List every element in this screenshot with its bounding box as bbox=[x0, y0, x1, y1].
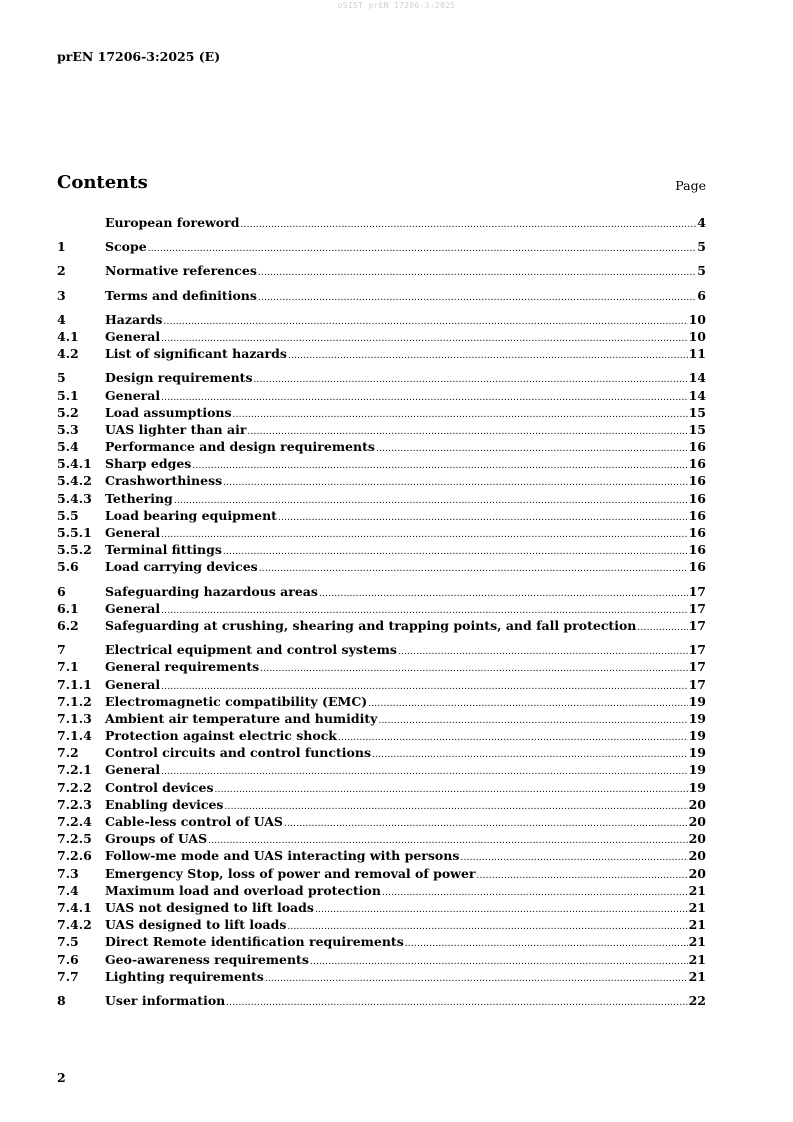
toc-group bbox=[57, 288, 706, 305]
toc-entry-number: 3 bbox=[57, 287, 66, 303]
toc-entry-number: 7.2.5 bbox=[57, 831, 92, 847]
toc-entry[interactable] bbox=[57, 883, 706, 900]
toc-entry[interactable] bbox=[57, 601, 706, 618]
toc-entry[interactable] bbox=[57, 866, 706, 883]
toc-entry-number: 7.1 bbox=[57, 659, 79, 675]
toc-entry-number: 7.2 bbox=[57, 745, 79, 761]
dot-leader bbox=[240, 220, 696, 230]
toc-entry-page[interactable]: 17 bbox=[688, 659, 706, 675]
toc-entry-title[interactable]: Lighting requirements bbox=[105, 968, 264, 984]
toc-entry-page[interactable]: 19 bbox=[688, 745, 706, 761]
toc-entry-number: 8 bbox=[57, 992, 66, 1008]
toc-entry-title[interactable]: Load assumptions bbox=[105, 404, 232, 420]
toc-entry[interactable] bbox=[57, 288, 706, 305]
toc-entry[interactable] bbox=[57, 969, 706, 986]
toc-entry[interactable] bbox=[57, 329, 706, 346]
dot-leader bbox=[247, 427, 687, 437]
page-number: 2 bbox=[57, 1070, 66, 1085]
toc-entry-page[interactable]: 15 bbox=[688, 404, 706, 420]
dot-leader bbox=[260, 664, 687, 674]
toc-entry[interactable] bbox=[57, 762, 706, 779]
toc-entry-page[interactable]: 21 bbox=[688, 917, 706, 933]
toc-entry-title[interactable]: Crashworthiness bbox=[105, 473, 223, 489]
toc-entry-title[interactable]: Load carrying devices bbox=[105, 559, 258, 575]
dot-leader bbox=[338, 733, 688, 743]
document-id: prEN 17206-3:2025 (E) bbox=[57, 49, 221, 64]
toc-entry-title[interactable]: Load bearing equipment bbox=[105, 507, 277, 523]
toc-entry-title[interactable]: General bbox=[105, 762, 161, 778]
page-column-label: Page bbox=[675, 178, 706, 193]
toc-entry[interactable] bbox=[57, 263, 706, 280]
toc-entry-page[interactable]: 19 bbox=[688, 779, 706, 795]
toc-entry-page[interactable]: 16 bbox=[688, 490, 706, 506]
toc-entry-page[interactable]: 16 bbox=[688, 542, 706, 558]
toc-entry-title[interactable]: Performance and design requirements bbox=[105, 439, 375, 455]
toc-entry-title[interactable]: Cable-less control of UAS bbox=[105, 814, 283, 829]
toc-entry[interactable] bbox=[57, 456, 706, 473]
toc-entry[interactable] bbox=[57, 780, 706, 797]
toc-entry-page[interactable]: 16 bbox=[688, 507, 706, 523]
toc-entry-title[interactable]: Direct Remote identification requirements bbox=[105, 934, 404, 950]
toc-entry-number: 7.1.4 bbox=[57, 728, 92, 744]
toc-entry-number: 5.5.1 bbox=[57, 525, 92, 540]
toc-entry-number: 5.1 bbox=[57, 387, 79, 403]
toc-group bbox=[57, 584, 706, 636]
toc-entry-title[interactable]: Protection against electric shock bbox=[105, 728, 337, 744]
dot-leader bbox=[382, 888, 688, 898]
toc-entry[interactable] bbox=[57, 934, 706, 951]
dot-leader bbox=[214, 785, 687, 795]
toc-entry-title[interactable]: UAS lighter than air bbox=[105, 421, 247, 437]
toc-entry-title[interactable]: Sharp edges bbox=[105, 456, 192, 472]
toc-entry-title[interactable]: Enabling devices bbox=[105, 796, 224, 812]
toc-entry-title[interactable]: Scope bbox=[105, 239, 147, 255]
toc-entry-number: 5.6 bbox=[57, 559, 79, 575]
toc-entry-title[interactable]: General requirements bbox=[105, 659, 260, 675]
dot-leader bbox=[278, 513, 688, 523]
toc-entry-page[interactable]: 21 bbox=[688, 934, 706, 950]
dot-leader bbox=[223, 478, 687, 488]
toc-entry-title[interactable]: Groups of UAS bbox=[105, 831, 208, 847]
toc-entry[interactable] bbox=[57, 993, 706, 1010]
toc-entry-number: 7 bbox=[57, 642, 66, 658]
toc-entry-page[interactable]: 16 bbox=[688, 525, 706, 540]
toc-entry-title[interactable]: Geo-awareness requirements bbox=[105, 951, 309, 967]
toc-entry[interactable] bbox=[57, 239, 706, 256]
toc-entry[interactable] bbox=[57, 422, 706, 439]
toc-entry-page[interactable]: 17 bbox=[688, 642, 706, 658]
toc-entry-title[interactable]: Control circuits and control functions bbox=[105, 745, 371, 761]
toc-entry-title[interactable]: Electromagnetic compatibility (EMC) bbox=[105, 693, 368, 709]
toc-entry-number: 5.2 bbox=[57, 404, 79, 420]
dot-leader bbox=[310, 957, 688, 967]
toc-entry[interactable] bbox=[57, 542, 706, 559]
toc-entry[interactable] bbox=[57, 559, 706, 576]
table-of-contents bbox=[57, 215, 706, 1017]
toc-entry-number: 5.4.3 bbox=[57, 490, 92, 506]
toc-group bbox=[57, 370, 706, 576]
toc-entry[interactable] bbox=[57, 388, 706, 405]
toc-group bbox=[57, 239, 706, 256]
dot-leader bbox=[405, 939, 688, 949]
toc-entry-title[interactable]: Tethering bbox=[105, 490, 173, 506]
toc-entry-title[interactable]: European foreword bbox=[105, 215, 240, 230]
toc-entry[interactable] bbox=[57, 508, 706, 525]
toc-entry-title[interactable]: Control devices bbox=[105, 779, 214, 795]
toc-entry[interactable] bbox=[57, 473, 706, 490]
contents-heading: Contents bbox=[57, 172, 148, 193]
toc-entry-page[interactable]: 16 bbox=[688, 473, 706, 489]
toc-entry-number: 7.1.1 bbox=[57, 676, 92, 692]
dot-leader bbox=[265, 974, 688, 984]
toc-entry-title[interactable]: Ambient air temperature and humidity bbox=[105, 710, 378, 726]
dot-leader bbox=[319, 589, 688, 599]
toc-entry-page[interactable]: 17 bbox=[688, 600, 706, 616]
toc-entry-page[interactable]: 21 bbox=[688, 899, 706, 915]
watermark: oSIST prEN 17206-3:2025 bbox=[337, 1, 456, 10]
toc-entry-title[interactable]: Terms and definitions bbox=[105, 287, 257, 303]
toc-entry-title[interactable]: UAS not designed to lift loads bbox=[105, 899, 314, 915]
toc-entry[interactable] bbox=[57, 797, 706, 814]
toc-group bbox=[57, 993, 706, 1010]
toc-entry-page[interactable]: 16 bbox=[688, 439, 706, 455]
toc-entry-page[interactable]: 4 bbox=[697, 215, 706, 230]
toc-entry-page[interactable]: 11 bbox=[688, 346, 706, 362]
toc-entry-title[interactable]: Follow-me mode and UAS interacting with persons bbox=[105, 848, 460, 864]
dot-leader bbox=[637, 623, 687, 633]
toc-entry[interactable] bbox=[57, 659, 706, 676]
toc-entry-number: 7.3 bbox=[57, 865, 79, 881]
toc-entry-title[interactable]: Design requirements bbox=[105, 370, 253, 386]
toc-entry-number: 4 bbox=[57, 311, 66, 327]
dot-leader bbox=[315, 905, 688, 915]
toc-entry-page[interactable]: 16 bbox=[688, 559, 706, 575]
toc-entry-number: 7.5 bbox=[57, 934, 79, 950]
toc-entry[interactable] bbox=[57, 848, 706, 865]
dot-leader bbox=[376, 444, 688, 454]
toc-entry-title[interactable]: General bbox=[105, 600, 161, 616]
toc-entry-title[interactable]: Terminal fittings bbox=[105, 542, 222, 558]
toc-entry-number: 5.4.2 bbox=[57, 473, 92, 489]
toc-entry-number: 6.1 bbox=[57, 600, 79, 616]
toc-entry[interactable] bbox=[57, 215, 706, 232]
dot-leader bbox=[224, 802, 687, 812]
toc-entry-page[interactable]: 20 bbox=[688, 831, 706, 847]
toc-entry[interactable] bbox=[57, 618, 706, 635]
toc-entry-number: 4.1 bbox=[57, 328, 79, 344]
dot-leader bbox=[288, 351, 688, 361]
toc-entry-page[interactable]: 5 bbox=[697, 239, 706, 255]
toc-entry-number: 7.2.4 bbox=[57, 814, 92, 829]
toc-entry[interactable] bbox=[57, 584, 706, 601]
toc-entry[interactable] bbox=[57, 370, 706, 387]
toc-entry[interactable] bbox=[57, 405, 706, 422]
toc-entry-page[interactable]: 20 bbox=[688, 796, 706, 812]
dot-leader bbox=[161, 393, 687, 403]
toc-group bbox=[57, 215, 706, 232]
toc-entry-number: 7.2.2 bbox=[57, 779, 92, 795]
dot-leader bbox=[284, 819, 688, 829]
toc-entry[interactable] bbox=[57, 711, 706, 728]
toc-entry-number: 7.6 bbox=[57, 951, 79, 967]
dot-leader bbox=[192, 461, 687, 471]
toc-entry-number: 7.7 bbox=[57, 968, 79, 984]
dot-leader bbox=[161, 682, 687, 692]
toc-entry-number: 2 bbox=[57, 263, 66, 279]
toc-entry[interactable] bbox=[57, 525, 706, 542]
toc-entry-number: 5.5 bbox=[57, 507, 79, 523]
toc-entry-title[interactable]: General bbox=[105, 387, 161, 403]
toc-entry-title[interactable]: Hazards bbox=[105, 311, 163, 327]
toc-entry[interactable] bbox=[57, 831, 706, 848]
toc-group bbox=[57, 263, 706, 280]
toc-entry[interactable] bbox=[57, 900, 706, 917]
toc-entry-page[interactable]: 10 bbox=[688, 311, 706, 327]
dot-leader bbox=[161, 530, 687, 540]
dot-leader bbox=[476, 871, 687, 881]
toc-entry-title[interactable]: General bbox=[105, 328, 161, 344]
toc-entry-title[interactable]: Safeguarding at crushing, shearing and trapping points, and fall protection bbox=[105, 617, 637, 633]
toc-entry-number: 5.4 bbox=[57, 439, 79, 455]
dot-leader bbox=[161, 767, 687, 777]
dot-leader bbox=[223, 547, 688, 557]
toc-entry-page[interactable]: 5 bbox=[697, 263, 706, 279]
toc-entry-page[interactable]: 21 bbox=[688, 951, 706, 967]
toc-entry-title[interactable]: Safeguarding hazardous areas bbox=[105, 583, 318, 599]
toc-group bbox=[57, 642, 706, 986]
toc-entry-number: 6 bbox=[57, 583, 66, 599]
toc-entry-number: 7.2.1 bbox=[57, 762, 92, 778]
toc-entry-page[interactable]: 14 bbox=[688, 370, 706, 386]
toc-entry-number: 7.1.3 bbox=[57, 710, 92, 726]
toc-entry-title[interactable]: UAS designed to lift loads bbox=[105, 917, 287, 933]
dot-leader bbox=[226, 998, 687, 1008]
toc-entry-page[interactable]: 16 bbox=[688, 456, 706, 472]
toc-entry-title[interactable]: Electrical equipment and control systems bbox=[105, 642, 397, 658]
toc-entry-number: 5.3 bbox=[57, 421, 79, 437]
toc-entry-title[interactable]: General bbox=[105, 525, 161, 540]
toc-entry[interactable] bbox=[57, 728, 706, 745]
toc-entry-page[interactable]: 15 bbox=[688, 421, 706, 437]
toc-entry-title[interactable]: List of significant hazards bbox=[105, 346, 287, 362]
toc-entry-page[interactable]: 20 bbox=[688, 848, 706, 864]
toc-entry-page[interactable]: 19 bbox=[688, 693, 706, 709]
toc-entry[interactable] bbox=[57, 745, 706, 762]
dot-leader bbox=[163, 317, 687, 327]
toc-entry-number: 5.4.1 bbox=[57, 456, 92, 472]
toc-entry-page[interactable]: 21 bbox=[688, 882, 706, 898]
toc-entry[interactable] bbox=[57, 346, 706, 363]
dot-leader bbox=[174, 496, 688, 506]
toc-entry-page[interactable]: 20 bbox=[688, 814, 706, 829]
toc-entry-page[interactable]: 17 bbox=[688, 617, 706, 633]
dot-leader bbox=[208, 836, 687, 846]
toc-entry-number: 5 bbox=[57, 370, 66, 386]
toc-entry-number: 6.2 bbox=[57, 617, 79, 633]
toc-entry[interactable] bbox=[57, 439, 706, 456]
toc-entry-number: 4.2 bbox=[57, 346, 79, 362]
dot-leader bbox=[372, 750, 688, 760]
toc-entry-title[interactable]: User information bbox=[105, 992, 226, 1008]
toc-entry-title[interactable]: General bbox=[105, 676, 161, 692]
toc-entry-page[interactable]: 22 bbox=[688, 992, 706, 1008]
toc-entry-number: 7.2.3 bbox=[57, 796, 92, 812]
dot-leader bbox=[233, 410, 688, 420]
toc-entry[interactable] bbox=[57, 491, 706, 508]
toc-entry[interactable] bbox=[57, 814, 706, 831]
dot-leader bbox=[398, 647, 688, 657]
toc-entry-title[interactable]: Normative references bbox=[105, 263, 257, 279]
toc-entry-page[interactable]: 20 bbox=[688, 865, 706, 881]
toc-entry-number: 1 bbox=[57, 239, 66, 255]
toc-entry-title[interactable]: Maximum load and overload protection bbox=[105, 882, 381, 898]
toc-entry-number: 7.4 bbox=[57, 882, 79, 898]
toc-entry-page[interactable]: 17 bbox=[688, 583, 706, 599]
dot-leader bbox=[148, 244, 697, 254]
toc-entry-number: 5.5.2 bbox=[57, 542, 92, 558]
toc-entry-page[interactable]: 19 bbox=[688, 762, 706, 778]
toc-entry-number: 7.4.2 bbox=[57, 917, 92, 933]
dot-leader bbox=[460, 853, 687, 863]
toc-entry-page[interactable]: 17 bbox=[688, 676, 706, 692]
dot-leader bbox=[161, 606, 687, 616]
toc-entry-page[interactable]: 21 bbox=[688, 968, 706, 984]
dot-leader bbox=[378, 716, 687, 726]
toc-entry-page[interactable]: 19 bbox=[688, 728, 706, 744]
toc-entry-number: 7.1.2 bbox=[57, 693, 92, 709]
dot-leader bbox=[254, 375, 688, 385]
dot-leader bbox=[258, 268, 696, 278]
toc-entry-title[interactable]: Emergency Stop, loss of power and removal of power bbox=[105, 865, 476, 881]
dot-leader bbox=[368, 699, 687, 709]
toc-entry[interactable] bbox=[57, 694, 706, 711]
toc-entry[interactable] bbox=[57, 952, 706, 969]
toc-entry-page[interactable]: 10 bbox=[688, 328, 706, 344]
dot-leader bbox=[287, 922, 687, 932]
toc-entry[interactable] bbox=[57, 642, 706, 659]
toc-entry-page[interactable]: 6 bbox=[697, 287, 706, 303]
toc-entry-page[interactable]: 19 bbox=[688, 710, 706, 726]
toc-entry[interactable] bbox=[57, 677, 706, 694]
dot-leader bbox=[161, 334, 687, 344]
toc-entry-page[interactable]: 14 bbox=[688, 387, 706, 403]
dot-leader bbox=[258, 293, 696, 303]
toc-entry[interactable] bbox=[57, 312, 706, 329]
toc-entry-number: 7.4.1 bbox=[57, 899, 92, 915]
toc-entry-number: 7.2.6 bbox=[57, 848, 92, 864]
dot-leader bbox=[259, 564, 688, 574]
toc-entry[interactable] bbox=[57, 917, 706, 934]
toc-group bbox=[57, 312, 706, 364]
